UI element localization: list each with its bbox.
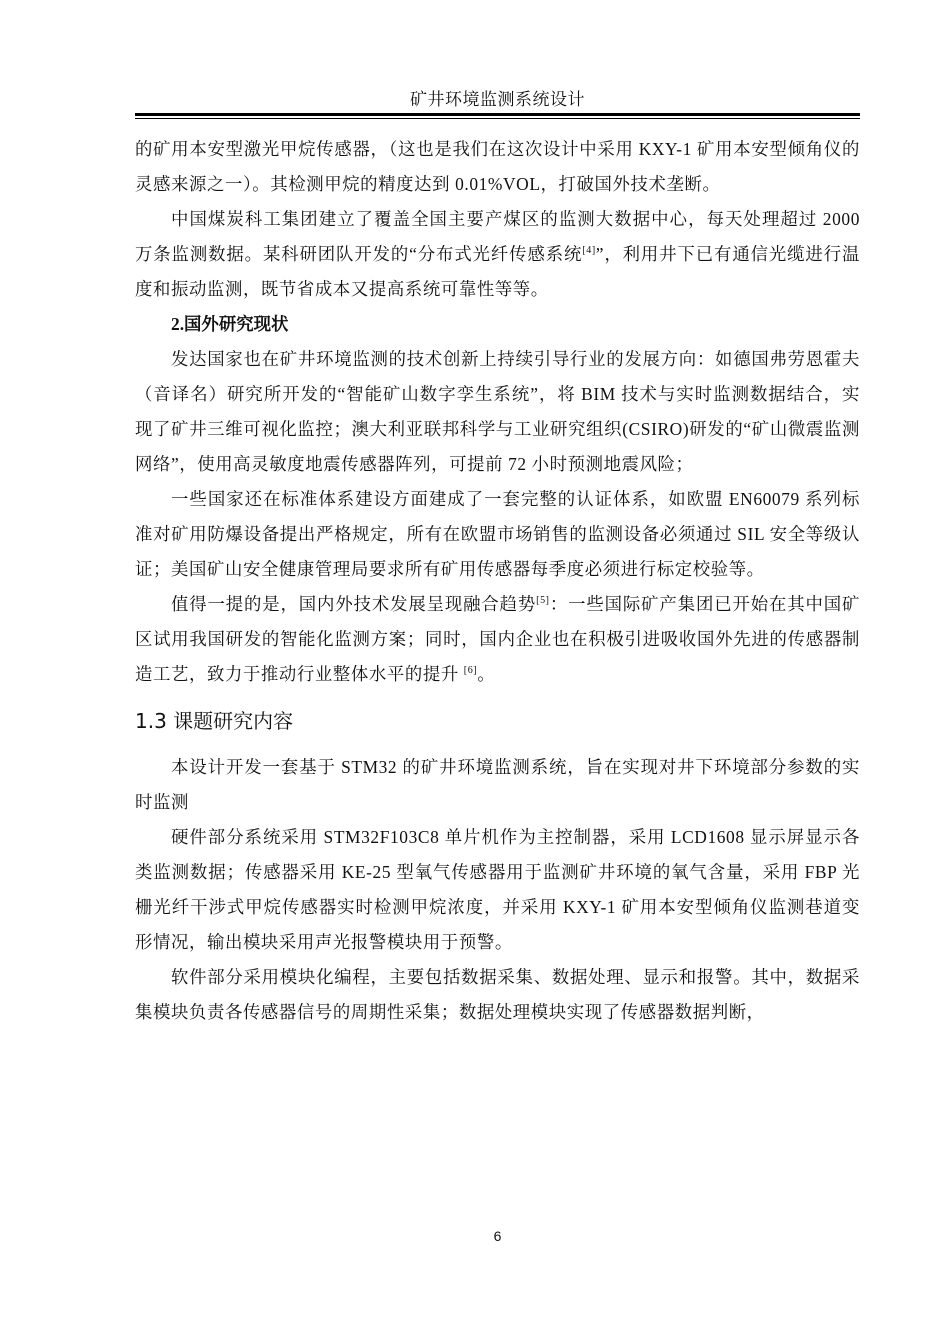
paragraph-software: 软件部分采用模块化编程，主要包括数据采集、数据处理、显示和报警。其中，数据采集模块负责各传感器信号的周期性采集；数据处理模块实现了传感器数据判断， <box>135 967 860 1022</box>
paragraph-hardware: 硬件部分系统采用 STM32F103C8 单片机作为主控制器，采用 LCD1608 显示屏显示各类监测数据；传感器采用 KE-25 型氧气传感器用于监测矿井环境的氧气含量，采用 FBP 光栅光纤干涉式甲烷传感器实时检测甲烷浓度，并采用 KXY-1 矿用本安型倾角仪监测巷道变形情况，输出模块采用声光报警模块用于预警。 <box>135 827 860 952</box>
paragraph-text: 。 <box>477 664 496 684</box>
page-header-title: 矿井环境监测系统设计 <box>410 90 585 109</box>
paragraph-text: ：一些国际矿产集团已开始在其中国矿区试用我国研发的智能化监测方案；同时，国内企业也在积极引进吸收国外先进的传感器制造工艺，致力于推动行业整体水平的提升 <box>135 594 860 684</box>
page-number: 6 <box>493 1228 502 1244</box>
paragraph-standards: 一些国家还在标准体系建设方面建成了一套完整的认证体系，如欧盟 EN60079 系列标准对矿用防爆设备提出严格规定，所有在欧盟市场销售的监测设备必须通过 SIL 安全等级认证；美国矿山安全健康管理局要求所有矿用传感器每季度必须进行标定校验等。 <box>135 489 860 579</box>
section-heading-research-content: 1.3 课题研究内容 <box>135 709 294 733</box>
citation-ref: [5] <box>536 595 550 606</box>
citation-ref: [6] <box>463 665 478 676</box>
header-rule-thin <box>135 118 860 119</box>
paragraph-text: 中国煤炭科工集团建立了覆盖全国主要产煤区的监测大数据中心，每天处理超过 2000 万条监测数据。某科研团队开发的“分布式光纤传感系统 <box>135 209 860 264</box>
paragraph-continued: 的矿用本安型激光甲烷传感器，（这也是我们在这次设计中采用 KXY-1 矿用本安型倾角仪的灵感来源之一）。其检测甲烷的精度达到 0.01%VOL，打破国外技术垄断。 <box>135 139 860 194</box>
paragraph-convergence <box>135 587 860 692</box>
document-body <box>135 132 860 1030</box>
paragraph-text: 值得一提的是，国内外技术发展呈现融合趋势 <box>171 594 537 614</box>
paragraph-foreign-innovation: 发达国家也在矿井环境监测的技术创新上持续引导行业的发展方向：如德国弗劳恩霍夫（音译名）研究所开发的“智能矿山数字孪生系统”，将 BIM 技术与实时监测数据结合，实现了矿井三维可视化监控；澳大利亚联邦科学与工业研究组织(CSIRO)研发的“矿山微震监测网络”，使用高灵敏度地震传感器阵列，可提前 72 小时预测地震风险； <box>135 349 860 474</box>
citation-ref: [4] <box>582 245 596 256</box>
paragraph-text: ”，利用井下已有通信光缆进行温度和振动监测，既节省成本又提高系统可靠性等等。 <box>135 244 860 299</box>
paragraph-domestic-big-data <box>135 202 860 307</box>
paragraph-design-overview: 本设计开发一套基于 STM32 的矿井环境监测系统，旨在实现对井下环境部分参数的实时监测 <box>135 757 860 812</box>
header-rule-thick <box>135 113 860 116</box>
subheading-foreign-research: 2.国外研究现状 <box>171 314 289 334</box>
